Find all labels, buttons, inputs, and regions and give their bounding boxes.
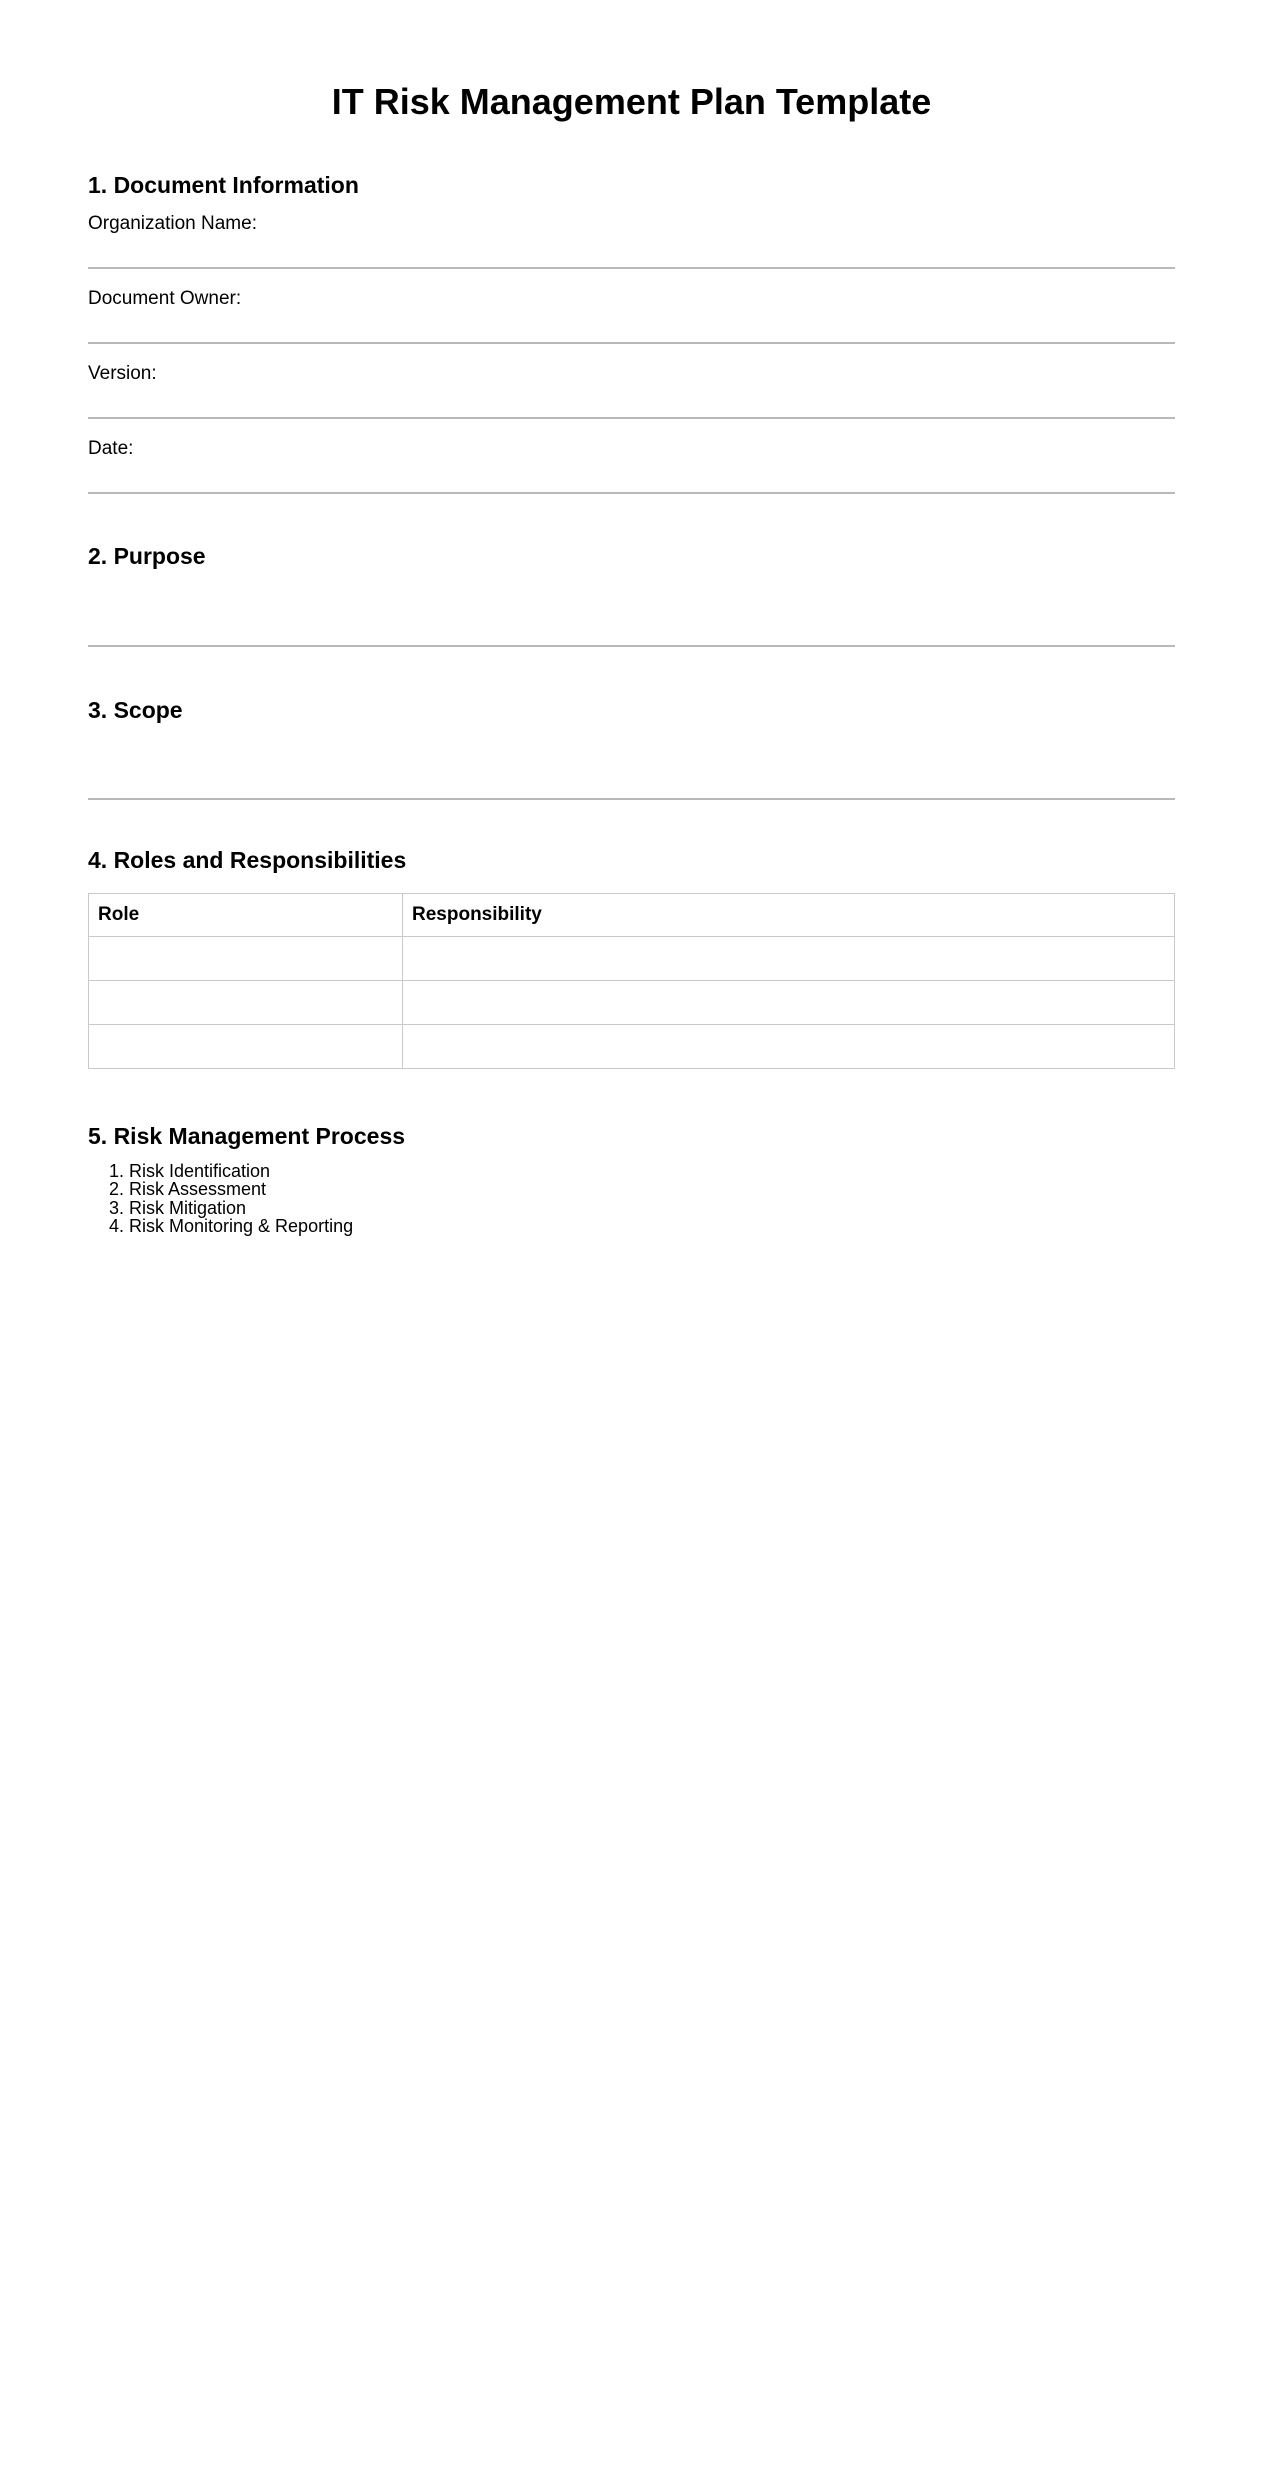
fill-in-line-document-owner bbox=[88, 342, 1175, 344]
table-cell-role bbox=[89, 937, 403, 981]
process-list bbox=[88, 1162, 1175, 1236]
fill-in-line-scope bbox=[88, 798, 1175, 800]
heading-document-information: 1. Document Information bbox=[88, 172, 359, 198]
roles-table bbox=[88, 893, 1175, 1069]
document-page bbox=[0, 80, 1263, 2484]
list-item-risk-mitigation: 3. Risk Mitigation bbox=[129, 1199, 1175, 1217]
table-header-row bbox=[89, 894, 1175, 937]
column-header-responsibility: Responsibility bbox=[403, 894, 1175, 937]
table-cell-responsibility bbox=[403, 1025, 1175, 1069]
page-title: IT Risk Management Plan Template bbox=[331, 81, 932, 122]
table-cell-responsibility bbox=[403, 937, 1175, 981]
fill-in-line-date bbox=[88, 492, 1175, 494]
field-label-organization-name: Organization Name: bbox=[88, 213, 257, 234]
heading-risk-management-process: 5. Risk Management Process bbox=[88, 1123, 406, 1149]
table-row bbox=[89, 1025, 1175, 1069]
field-label-document-owner: Document Owner: bbox=[88, 288, 242, 309]
heading-scope: 3. Scope bbox=[88, 697, 183, 723]
fill-in-line-organization-name bbox=[88, 267, 1175, 269]
list-item-risk-monitoring-reporting: 4. Risk Monitoring & Reporting bbox=[129, 1217, 1175, 1235]
fill-in-line-version bbox=[88, 417, 1175, 419]
field-label-date: Date: bbox=[88, 438, 134, 459]
table-cell-role bbox=[89, 1025, 403, 1069]
list-item-risk-identification: 1. Risk Identification bbox=[129, 1162, 1175, 1180]
table-cell-role bbox=[89, 981, 403, 1025]
heading-roles-and-responsibilities: 4. Roles and Responsibilities bbox=[88, 847, 407, 873]
column-header-role: Role bbox=[89, 894, 403, 937]
fill-in-line-purpose bbox=[88, 645, 1175, 647]
list-item-risk-assessment: 2. Risk Assessment bbox=[129, 1180, 1175, 1198]
heading-purpose: 2. Purpose bbox=[88, 543, 206, 569]
table-row bbox=[89, 981, 1175, 1025]
field-label-version: Version: bbox=[88, 363, 157, 384]
table-row bbox=[89, 937, 1175, 981]
table-cell-responsibility bbox=[403, 981, 1175, 1025]
